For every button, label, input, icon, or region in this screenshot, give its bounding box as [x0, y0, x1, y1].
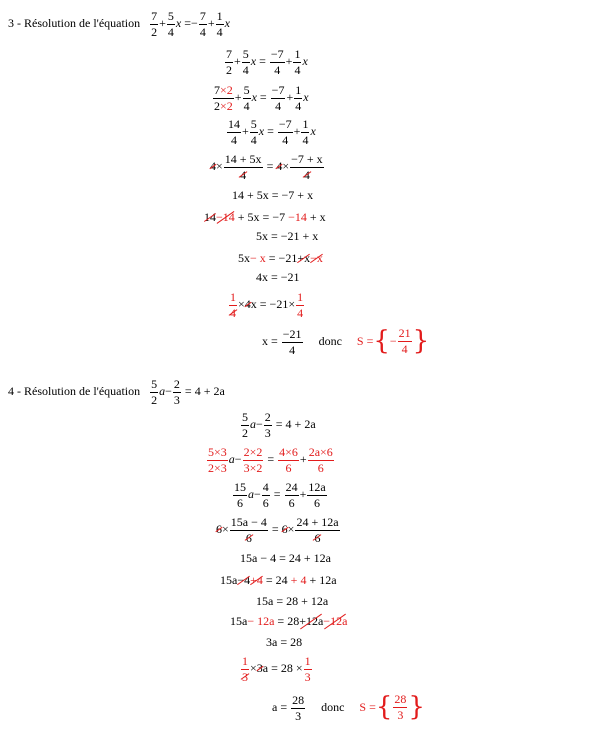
- ex3-line-8: 5x− x = −21+x−x: [238, 251, 323, 265]
- ex4-line-3: $\frac{15}{6}$ a− $\frac{4}{6}$ = $\frac{24}{6}$ + $\frac{12a}{6}$: [234, 480, 326, 510]
- ex3-line-5: 14 + 5x = −7 + x: [232, 188, 314, 202]
- donc-label: donc: [321, 700, 345, 715]
- ex3-line-2: $\frac{7\times 2}{2\times 2}$ + $\frac{5}{4}$ x = $\frac{-7}{4}$ + $\frac{1}{4}$ x: [214, 83, 309, 113]
- ex4-line-10: $\frac{1}{3}$ ×3a = 28 × $\frac{1}{3}$: [242, 654, 311, 684]
- ex3-line-3: $\frac{14}{4}$ + $\frac{5}{4}$ x = $\frac{-7}{4}$ + $\frac{1}{4}$ x: [228, 117, 316, 147]
- ex4-line-5: 15a − 4 = 24 + 12a: [240, 551, 331, 565]
- ex3-line-10: $\frac{1}{4}$ ×4x = −21× $\frac{1}{4}$: [230, 290, 304, 320]
- ex3-line-4: 4× $\frac{14 + 5x}{4}$ = 4× $\frac{-7 + x}{4}$: [210, 152, 323, 182]
- ex3-line-7: 5x = −21 + x: [256, 229, 319, 243]
- ex3-heading: 3 - Résolution de l'équation $\frac{7}{2}$ + $\frac{5}{4}$ x =− $\frac{7}{4}$ + $\frac{1}{4}$ x: [8, 9, 230, 39]
- ex3-line-6: 14−14 + 5x = −7 −14 + x: [204, 210, 326, 224]
- ex4-heading: 4 - Résolution de l'équation $\frac{5}{2}$ a− $\frac{2}{3}$ = 4 + 2a: [8, 377, 225, 407]
- donc-label: donc: [318, 334, 342, 349]
- ex3-title: 3 - Résolution de l'équation: [8, 15, 141, 30]
- ex4-line-7: 15a = 28 + 12a: [256, 594, 329, 608]
- ex3-line-1: $\frac{7}{2}$ + $\frac{5}{4}$ x = $\frac{-7}{4}$ + $\frac{1}{4}$ x: [226, 47, 308, 77]
- ex4-title: 4 - Résolution de l'équation: [8, 383, 141, 398]
- ex4-line-1: $\frac{5}{2}$ a− $\frac{2}{3}$ = 4 + 2a: [242, 410, 316, 440]
- ex3-line-11: x = $\frac{-21}{4}$ donc S = { − $\frac{21}{4}$ }: [262, 326, 430, 357]
- ex4-line-9: 3a = 28: [266, 635, 303, 649]
- solution-set: S = { $\frac{28}{3}$ }: [359, 692, 425, 723]
- ex3-line-9: 4x = −21: [256, 270, 300, 284]
- ex4-line-8: 15a− 12a = 28+12a−12a: [230, 614, 348, 628]
- ex4-line-4: 6× $\frac{15a - 4}{6}$ = 6× $\frac{24 + 12a}{6}$: [216, 515, 339, 545]
- ex4-line-11: a = $\frac{28}{3}$ donc S = { $\frac{28}{3}$ }: [272, 692, 425, 723]
- ex4-line-6: 15a−4+4 = 24 + 4 + 12a: [220, 573, 337, 587]
- frac: $\frac{7}{2}$: [151, 9, 158, 39]
- solution-set: S = { − $\frac{21}{4}$ }: [356, 326, 430, 357]
- ex4-line-2: $\frac{5\times 3}{2\times 3}$ a− $\frac{2\times 2}{3\times 2}$ = $\frac{4\times 6}{6}$ + $\frac{2a\times 6}{6}$: [208, 445, 333, 475]
